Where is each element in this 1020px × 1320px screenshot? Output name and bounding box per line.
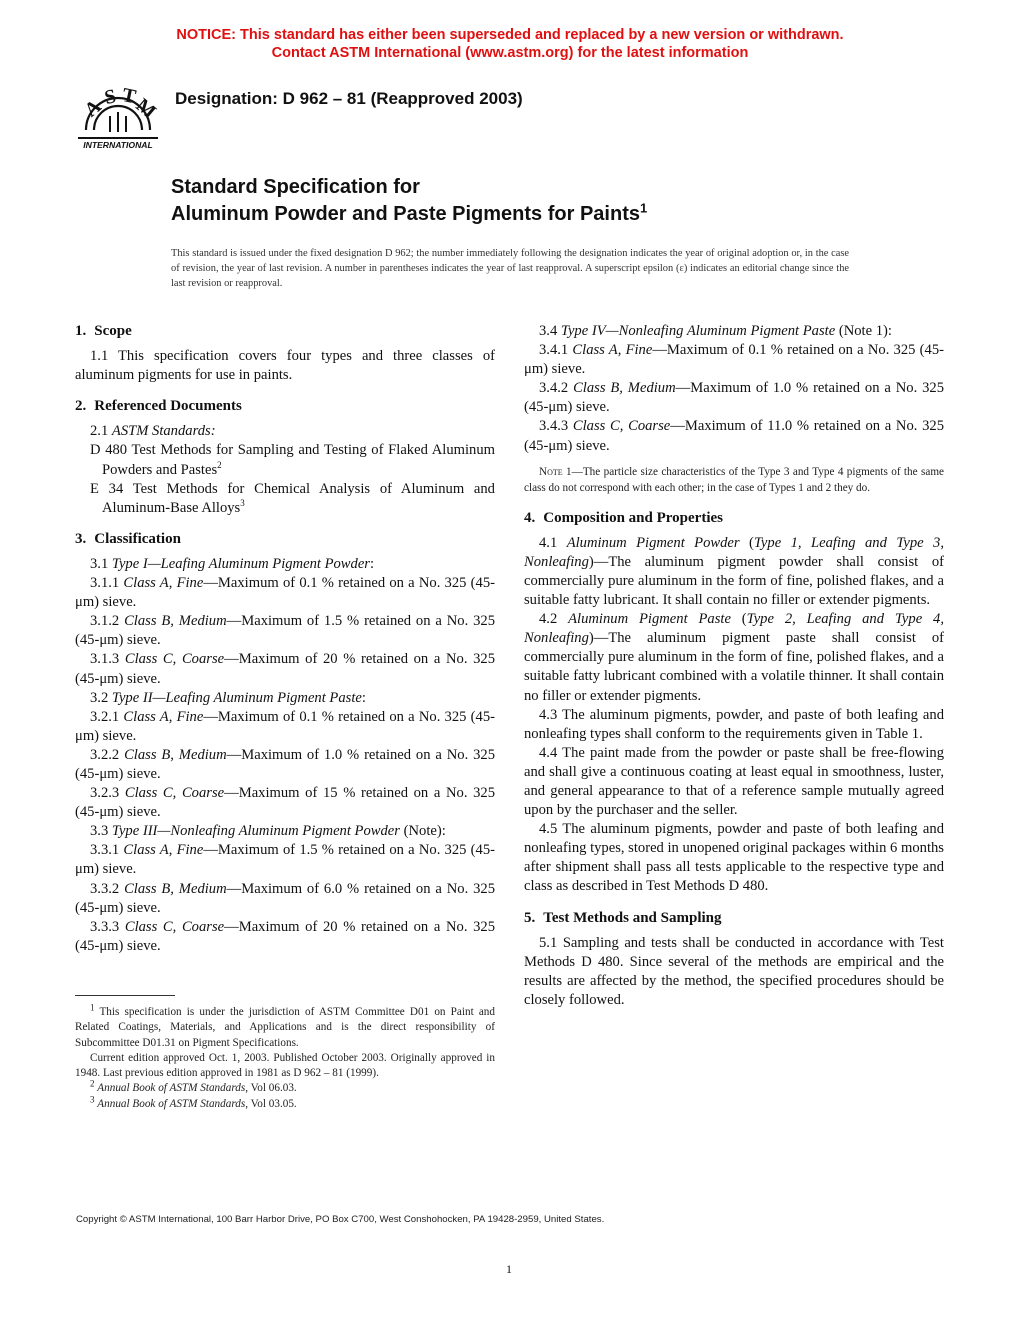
- section-heading-test-methods: 5. Test Methods and Sampling: [524, 909, 722, 926]
- section-heading-classification: 3. Classification: [75, 530, 181, 547]
- paragraph-4-3: 4.3 The aluminum pigments, powder, and paste of both leafing and nonleafing types shall conform to the requirements given in Table 1.: [524, 706, 944, 742]
- class-3-4-3: 3.4.3 Class C, Coarse—Maximum of 11.0 % retained on a No. 325 (45-μm) sieve.: [524, 418, 944, 454]
- class-3-4-1: 3.4.1 Class A, Fine—Maximum of 0.1 % retained on a No. 325 (45-μm) sieve.: [524, 342, 944, 378]
- svg-text:S: S: [102, 85, 119, 110]
- notice-line-1: NOTICE: This standard has either been superseded and replaced by a new version or withdrawn.: [176, 27, 844, 43]
- title-footnote-mark: 1: [639, 200, 648, 216]
- logo-sublabel: INTERNATIONAL: [83, 140, 153, 150]
- footnote-1: $^1$ This specification is under the jurisdiction of ASTM Committee D01 on Paint and Related Coatings, Materials, and Applications and is the direct responsibility of Subcommittee D01.31 on Pigment Specifications.: [75, 1002, 495, 1049]
- svg-text:M: M: [131, 94, 161, 124]
- svg-text:T: T: [120, 84, 138, 109]
- reference-d480: D 480 Test Methods for Sampling and Testing of Flaked Aluminum Powders and Pastes$^2$: [90, 442, 495, 478]
- footnote-1-edition: Current edition approved Oct. 1, 2003. Published October 2003. Originally approved in 1948. Last previous edition approved in 1981 as D 962 – 81 (1999).: [75, 1051, 495, 1080]
- class-3-1-3: 3.1.3 Class C, Coarse—Maximum of 20 % retained on a No. 325 (45-μm) sieve.: [75, 651, 496, 687]
- type-1-heading: 3.1 Type I—Leafing Aluminum Pigment Powder:: [90, 555, 375, 572]
- paragraph-4-4: 4.4 The paint made from the powder or paste shall be free-flowing and shall give a continuous coating at least equal in smoothness, luster, and general appearance to that of a reference sample mutually agreed upon by the purchaser and the seller.: [524, 744, 944, 819]
- right-column: [524, 322, 944, 1010]
- svg-text:A: A: [80, 95, 106, 122]
- paragraph-4-2: 4.2 Aluminum Pigment Paste (Type 2, Leafing and Type 4, Nonleafing)—The aluminum pigment paste shall consist of commercially pure aluminum in the form of fine, polished flakes, and a suitable fatty lubricant combined with a volatile thinner. It shall contain no filler or extender pigments.: [524, 611, 944, 704]
- footnotes: [75, 1002, 495, 1112]
- document-title: [171, 174, 647, 228]
- section-heading-scope: 1. Scope: [75, 323, 132, 339]
- reference-e34: E 34 Test Methods for Chemical Analysis of Aluminum and Aluminum-Base Alloys$^3$: [90, 480, 495, 516]
- withdrawal-notice: [0, 26, 1020, 62]
- class-3-4-2: 3.4.2 Class B, Medium—Maximum of 1.0 % retained on a No. 325 (45-μm) sieve.: [524, 380, 944, 416]
- section-heading-composition: 4. Composition and Properties: [524, 509, 723, 526]
- class-3-3-1: 3.3.1 Class A, Fine—Maximum of 1.5 % retained on a No. 325 (45-μm) sieve.: [75, 842, 495, 878]
- class-3-2-2: 3.2.2 Class B, Medium—Maximum of 1.0 % retained on a No. 325 (45-μm) sieve.: [75, 746, 495, 782]
- paragraph-5-1: 5.1 Sampling and tests shall be conducted in accordance with Test Methods D 480. Since several of the methods are empirical and the results are affected by the method, the specified procedures should be closely followed.: [524, 934, 944, 1008]
- class-3-2-3: 3.2.3 Class C, Coarse—Maximum of 15 % retained on a No. 325 (45-μm) sieve.: [75, 785, 496, 821]
- page-number: 1: [506, 1262, 512, 1276]
- class-3-1-1: 3.1.1 Class A, Fine—Maximum of 0.1 % retained on a No. 325 (45-μm) sieve.: [75, 575, 495, 611]
- title-line-1: Standard Specification for: [171, 176, 420, 198]
- copyright-line: Copyright © ASTM International, 100 Barr Harbor Drive, PO Box C700, West Conshohocken, PA 19428-2959, United States.: [76, 1214, 605, 1225]
- footnote-divider: [75, 995, 175, 996]
- paragraph-1-1: 1.1 This specification covers four types and three classes of aluminum pigments for use in paints.: [75, 348, 495, 384]
- left-column: [75, 322, 495, 956]
- title-line-2: Aluminum Powder and Paste Pigments for Paints$^1$: [171, 200, 648, 225]
- class-3-1-2: 3.1.2 Class B, Medium—Maximum of 1.5 % retained on a No. 325 (45-μm) sieve.: [75, 613, 495, 649]
- footnote-2: $^2$ Annual Book of ASTM Standards, Vol 06.03.: [90, 1078, 297, 1095]
- paragraph-4-5: 4.5 The aluminum pigments, powder and paste of both leafing and nonleafing types, stored in unopened original packages within 6 months after shipment shall pass all tests applicable to the respective type and class as described in Test Methods D 480.: [524, 821, 944, 895]
- type-4-heading: 3.4 Type IV—Nonleafing Aluminum Pigment Paste (Note 1):: [539, 323, 892, 339]
- section-heading-referenced-documents: 2. Referenced Documents: [75, 398, 242, 415]
- note-1: Note 1—The particle size characteristics of the Type 3 and Type 4 pigments of the same class do not correspond with each other; in the case of Types 1 and 2 they do.: [524, 465, 944, 495]
- astm-logo: [74, 76, 162, 152]
- class-3-3-2: 3.3.2 Class B, Medium—Maximum of 6.0 % retained on a No. 325 (45-μm) sieve.: [75, 880, 495, 916]
- footnote-3: $^3$ Annual Book of ASTM Standards, Vol 03.05.: [90, 1094, 297, 1110]
- type-2-heading: 3.2 Type II—Leafing Aluminum Pigment Paste:: [90, 689, 366, 706]
- class-3-3-3: 3.3.3 Class C, Coarse—Maximum of 20 % retained on a No. 325 (45-μm) sieve.: [75, 918, 496, 954]
- designation: Designation: D 962 – 81 (Reapproved 2003): [175, 89, 523, 108]
- class-3-2-1: 3.2.1 Class A, Fine—Maximum of 0.1 % retained on a No. 325 (45-μm) sieve.: [75, 708, 495, 744]
- type-3-heading: 3.3 Type III—Nonleafing Aluminum Pigment Powder (Note):: [90, 823, 446, 840]
- paragraph-2-1: 2.1 ASTM Standards:: [90, 423, 216, 440]
- issuance-statement: This standard is issued under the fixed designation D 962; the number immediately following the designation indicates the year of original adoption or, in the case of revision, the year of last revision. A number in parentheses indicates the year of last reapproval. A superscript epsilon (ε) indicates an editorial change since the last revision or reapproval.: [171, 248, 849, 289]
- paragraph-4-1: 4.1 Aluminum Pigment Powder (Type 1, Leafing and Type 3, Nonleafing)—The aluminum pigment powder shall consist of commercially pure aluminum in the form of fine, polished flakes, and a suitable fatty lubricant. It shall contain no filler or extender pigments.: [524, 534, 945, 609]
- notice-line-2: Contact ASTM International (www.astm.org) for the latest information: [271, 45, 749, 61]
